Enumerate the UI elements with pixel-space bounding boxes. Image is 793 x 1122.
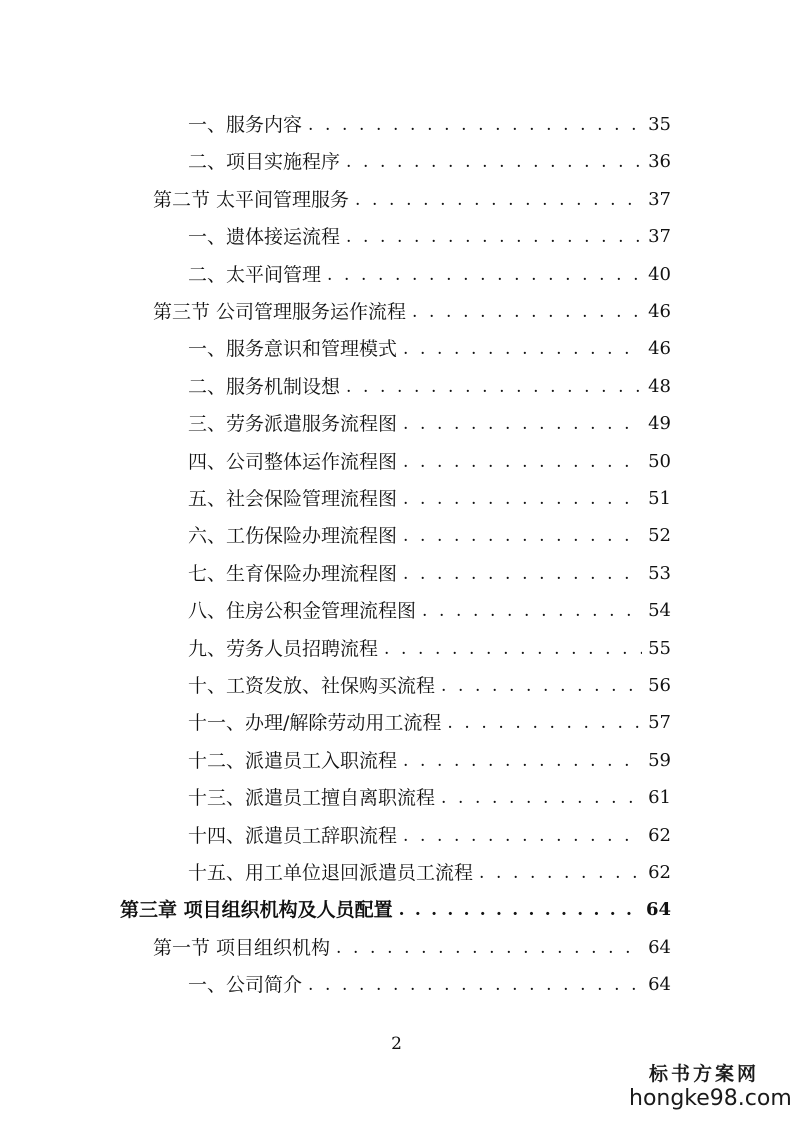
toc-entry-title: 七、生育保险办理流程图 bbox=[188, 562, 398, 585]
toc-entry-page-number: 59 bbox=[648, 749, 671, 771]
toc-subsection-entry[interactable] bbox=[188, 144, 671, 174]
toc-subsection-entry[interactable] bbox=[188, 631, 671, 661]
toc-dot-leader bbox=[403, 562, 642, 586]
toc-subsection-entry[interactable] bbox=[188, 855, 671, 885]
site-watermark bbox=[629, 1062, 792, 1112]
toc-entry-page-number: 62 bbox=[648, 862, 671, 883]
toc-entry-page-number: 54 bbox=[648, 600, 671, 622]
toc-entry-title: 十、工资发放、社保购买流程 bbox=[188, 675, 436, 697]
toc-entry-page-number: 55 bbox=[648, 637, 671, 659]
toc-section-entry[interactable] bbox=[153, 182, 671, 212]
toc-section-entry[interactable] bbox=[153, 930, 671, 960]
toc-entry-title: 一、服务意识和管理模式 bbox=[188, 338, 398, 361]
toc-dot-leader bbox=[403, 524, 642, 548]
toc-entry-page-number: 48 bbox=[648, 375, 671, 397]
toc-entry-title: 八、住房公积金管理流程图 bbox=[188, 600, 417, 623]
toc-subsection-entry[interactable] bbox=[188, 593, 671, 623]
page-number: 2 bbox=[391, 1034, 402, 1054]
toc-dot-leader bbox=[384, 637, 642, 661]
toc-subsection-entry[interactable] bbox=[188, 705, 671, 735]
toc-entry-title: 第三节 公司管理服务运作流程 bbox=[153, 301, 407, 323]
toc-dot-leader bbox=[441, 674, 642, 698]
toc-entry-title: 九、劳务人员招聘流程 bbox=[188, 637, 379, 660]
toc-dot-leader bbox=[403, 749, 642, 773]
toc-subsection-entry[interactable] bbox=[188, 668, 671, 698]
toc-subsection-entry[interactable] bbox=[188, 818, 671, 848]
toc-entry-page-number: 37 bbox=[648, 226, 671, 248]
toc-subsection-entry[interactable] bbox=[188, 107, 671, 137]
toc-dot-leader bbox=[403, 412, 642, 436]
toc-entry-title: 十五、用工单位退回派遣员工流程 bbox=[188, 862, 474, 884]
toc-entry-page-number: 37 bbox=[648, 188, 671, 210]
toc-entry-title: 三、劳务派遣服务流程图 bbox=[188, 413, 398, 436]
toc-dot-leader bbox=[355, 188, 642, 212]
toc-entry-page-number: 64 bbox=[648, 936, 671, 958]
toc-subsection-entry[interactable] bbox=[188, 444, 671, 474]
toc-entry-page-number: 46 bbox=[648, 301, 671, 322]
toc-entry-page-number: 40 bbox=[648, 263, 671, 285]
watermark-title: 标书方案网 bbox=[648, 1063, 759, 1085]
toc-dot-leader bbox=[403, 824, 642, 848]
toc-entry-page-number: 52 bbox=[648, 525, 671, 547]
toc-subsection-entry[interactable] bbox=[188, 481, 671, 511]
toc-entry-title: 十一、办理/解除劳动用工流程 bbox=[188, 712, 442, 735]
toc-entry-title: 第三章 项目组织机构及人员配置 bbox=[120, 899, 393, 922]
toc-dot-leader bbox=[308, 973, 642, 997]
toc-entry-title: 第一节 项目组织机构 bbox=[153, 936, 331, 959]
toc-entry-page-number: 62 bbox=[648, 824, 671, 846]
toc-entry-title: 二、太平间管理 bbox=[188, 263, 322, 286]
toc-dot-leader bbox=[346, 150, 642, 174]
toc-subsection-entry[interactable] bbox=[188, 257, 671, 287]
toc-dot-leader bbox=[403, 337, 642, 361]
toc-entry-title: 第二节 太平间管理服务 bbox=[153, 188, 350, 211]
toc-subsection-entry[interactable] bbox=[188, 331, 671, 361]
toc-entry-page-number: 53 bbox=[648, 562, 671, 584]
toc-entry-page-number: 50 bbox=[648, 450, 671, 472]
watermark-domain: hongke98.com bbox=[629, 1086, 792, 1111]
toc-subsection-entry[interactable] bbox=[188, 369, 671, 399]
toc-dot-leader bbox=[327, 263, 642, 287]
toc-dot-leader bbox=[441, 786, 642, 810]
toc-dot-leader bbox=[346, 375, 642, 399]
toc-entry-title: 五、社会保险管理流程图 bbox=[188, 488, 398, 510]
toc-entry-title: 二、服务机制设想 bbox=[188, 375, 341, 398]
toc-entry-page-number: 64 bbox=[645, 899, 671, 921]
toc-entry-title: 六、工伤保险办理流程图 bbox=[188, 525, 398, 548]
toc-entry-page-number: 51 bbox=[648, 488, 671, 509]
toc-section-entry[interactable] bbox=[153, 294, 671, 324]
toc-entry-page-number: 46 bbox=[648, 338, 671, 360]
toc-entry-title: 十四、派遣员工辞职流程 bbox=[188, 824, 398, 847]
toc-entry-title: 一、公司简介 bbox=[188, 974, 303, 997]
toc-dot-leader bbox=[447, 711, 642, 735]
toc-entry-title: 一、服务内容 bbox=[188, 114, 303, 136]
toc-entry-title: 一、遗体接运流程 bbox=[188, 226, 341, 249]
toc-entry-page-number: 57 bbox=[648, 712, 671, 734]
toc-subsection-entry[interactable] bbox=[188, 219, 671, 249]
toc-dot-leader bbox=[399, 898, 640, 922]
toc-entry-page-number: 49 bbox=[648, 413, 671, 435]
toc-dot-leader bbox=[346, 225, 642, 249]
toc-dot-leader bbox=[403, 450, 642, 474]
toc-entry-title: 四、公司整体运作流程图 bbox=[188, 450, 398, 473]
toc-dot-leader bbox=[308, 113, 642, 137]
toc-chapter-entry[interactable] bbox=[120, 892, 671, 922]
toc-dot-leader bbox=[412, 300, 642, 324]
toc-entry-title: 十三、派遣员工擅自离职流程 bbox=[188, 787, 436, 810]
toc-subsection-entry[interactable] bbox=[188, 780, 671, 810]
toc-entry-title: 二、项目实施程序 bbox=[188, 151, 341, 174]
toc-entry-page-number: 56 bbox=[648, 675, 671, 696]
toc-entry-page-number: 35 bbox=[648, 114, 671, 135]
toc-dot-leader bbox=[479, 861, 642, 885]
toc-entry-page-number: 61 bbox=[648, 787, 671, 809]
toc-dot-leader bbox=[422, 599, 642, 623]
toc-dot-leader bbox=[403, 487, 642, 511]
toc-subsection-entry[interactable] bbox=[188, 967, 671, 997]
toc-subsection-entry[interactable] bbox=[188, 518, 671, 548]
toc-entry-page-number: 64 bbox=[648, 974, 671, 996]
toc-dot-leader bbox=[336, 936, 642, 960]
toc-entry-title: 十二、派遣员工入职流程 bbox=[188, 749, 398, 772]
toc-subsection-entry[interactable] bbox=[188, 556, 671, 586]
toc-entry-page-number: 36 bbox=[648, 151, 671, 173]
toc-subsection-entry[interactable] bbox=[188, 743, 671, 773]
toc-subsection-entry[interactable] bbox=[188, 406, 671, 436]
